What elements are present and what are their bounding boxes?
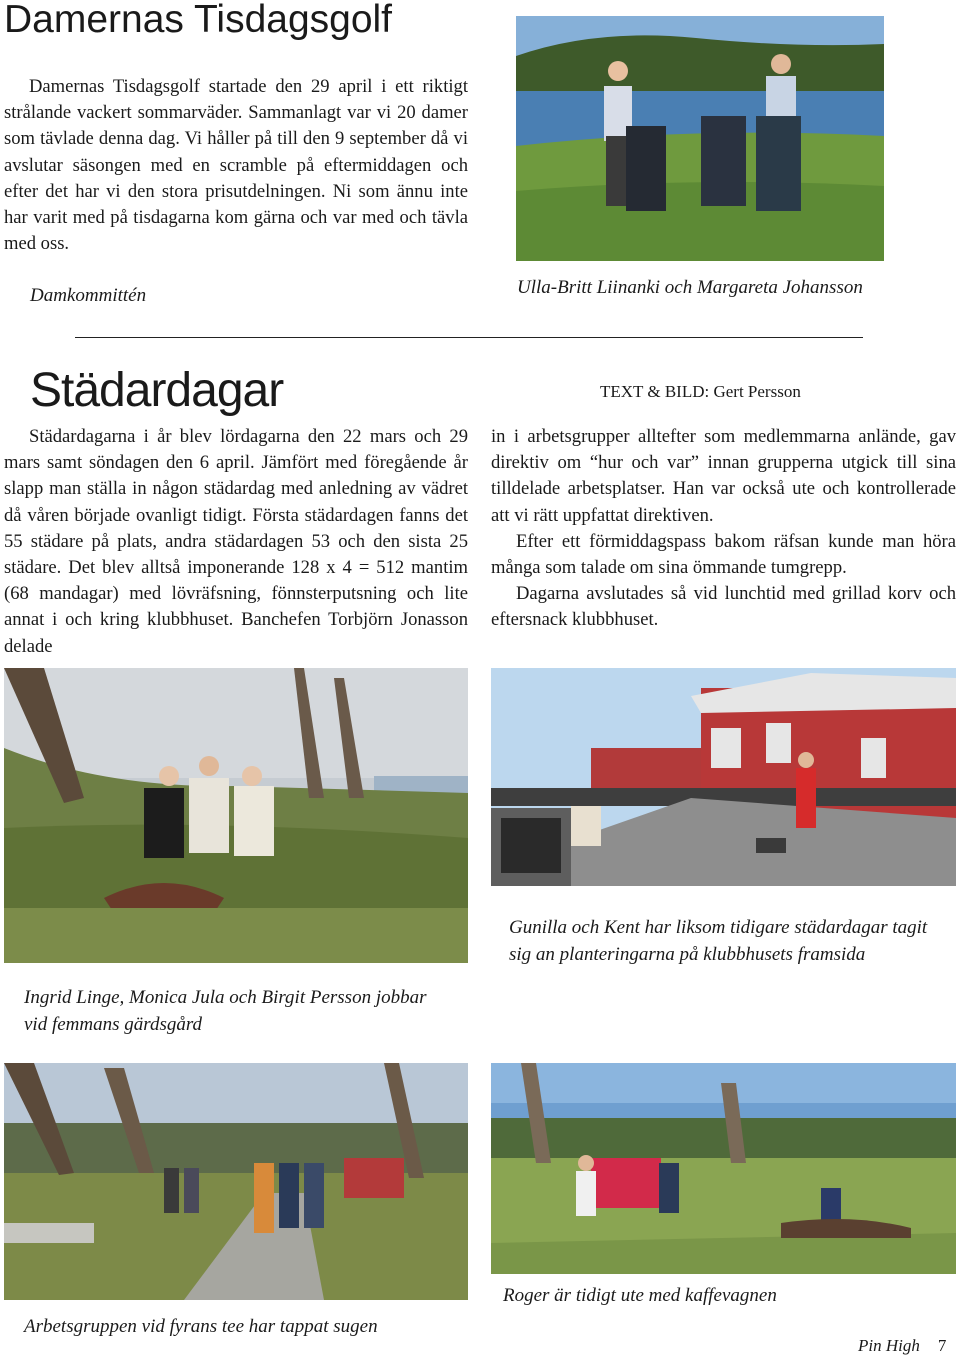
- photo-coffee-cart: [491, 1063, 956, 1274]
- article2-paragraph-4: Dagarna avslutades så vid lunchtid med grillad korv och eftersnack klubbhuset.: [491, 583, 956, 631]
- article2-paragraph-3: Efter ett förmiddagspass bakom räfsan kunde man höra många som talade om sina ömmande tumgrepp.: [491, 530, 956, 579]
- article2-column-1: [4, 424, 468, 660]
- article1-signature: Damkommittén: [30, 285, 147, 306]
- article2-credit: TEXT & BILD: Gert Persson: [600, 382, 801, 401]
- photo-caption-1: Ingrid Linge, Monica Jula och Birgit Persson jobbar vid femmans gärdsgård: [24, 987, 427, 1035]
- article2-title: Städardagar: [30, 364, 284, 417]
- photo-caption-golfers: Ulla-Britt Liinanki och Margareta Johansson: [517, 277, 863, 298]
- article2-column-2: [491, 424, 956, 634]
- article2-paragraph-1: Städardagarna i år blev lördagarna den 22 mars och 29 mars samt söndagen den 6 april. Jämfört med föregående år slapp man ställa in någon städardag med anledning av vädret då våren började ovanligt tidigt. Första städardagen fanns det 55 städare på plats, andra städardagen 53 och den sista 25 städare. Det blev alltså imponerande 128 x 4 = 512 mantim (68 mandagar) med lövräfsning, fönnsterputsning och lite annat i och kring klubbhuset. Banchefen Torbjörn Jonasson delade: [4, 426, 468, 657]
- photo-women-raking: [4, 668, 468, 963]
- photo-caption-4: Roger är tidigt ute med kaffevagnen: [503, 1285, 777, 1306]
- section-divider: [75, 337, 863, 338]
- article1-paragraph: Damernas Tisdagsgolf startade den 29 april i ett riktigt strålande vackert sommarväder. Sammanlagt var vi 20 damer som tävlade denna dag. Vi håller på till den 9 september då vi avslutar säsongen med en scramble på eftermiddagen och efter det har vi den stora prisutdelningen. Ni som ännu inte har varit med på tisdagarna kom gärna och var med och tävla med oss.: [4, 76, 468, 255]
- article1-body: [4, 74, 468, 257]
- photo-caption-3: Arbetsgruppen vid fyrans tee har tappat sugen: [24, 1316, 378, 1337]
- page-footer: [858, 1336, 946, 1356]
- magazine-name: Pin High: [858, 1336, 920, 1355]
- article1-title: Damernas Tisdagsgolf: [4, 0, 393, 41]
- photo-clubhouse: [491, 668, 956, 886]
- photo-golfers-with-trolleys: [516, 16, 884, 261]
- page-number: 7: [937, 1336, 947, 1355]
- article2-paragraph-2: in i arbetsgrupper alltefter som medlemmarna anlände, gav direktiv om “hur och var” innan grupperna utgick till sina tilldelade arbetsplatser. Han var också ute och kontrollerade att vi rätt uppfattat direktiven.: [491, 426, 956, 526]
- photo-group-at-tee: [4, 1063, 468, 1300]
- photo-caption-2: Gunilla och Kent har liksom tidigare städardagar tagit sig an planteringarna på klubbhusets framsida: [509, 917, 928, 965]
